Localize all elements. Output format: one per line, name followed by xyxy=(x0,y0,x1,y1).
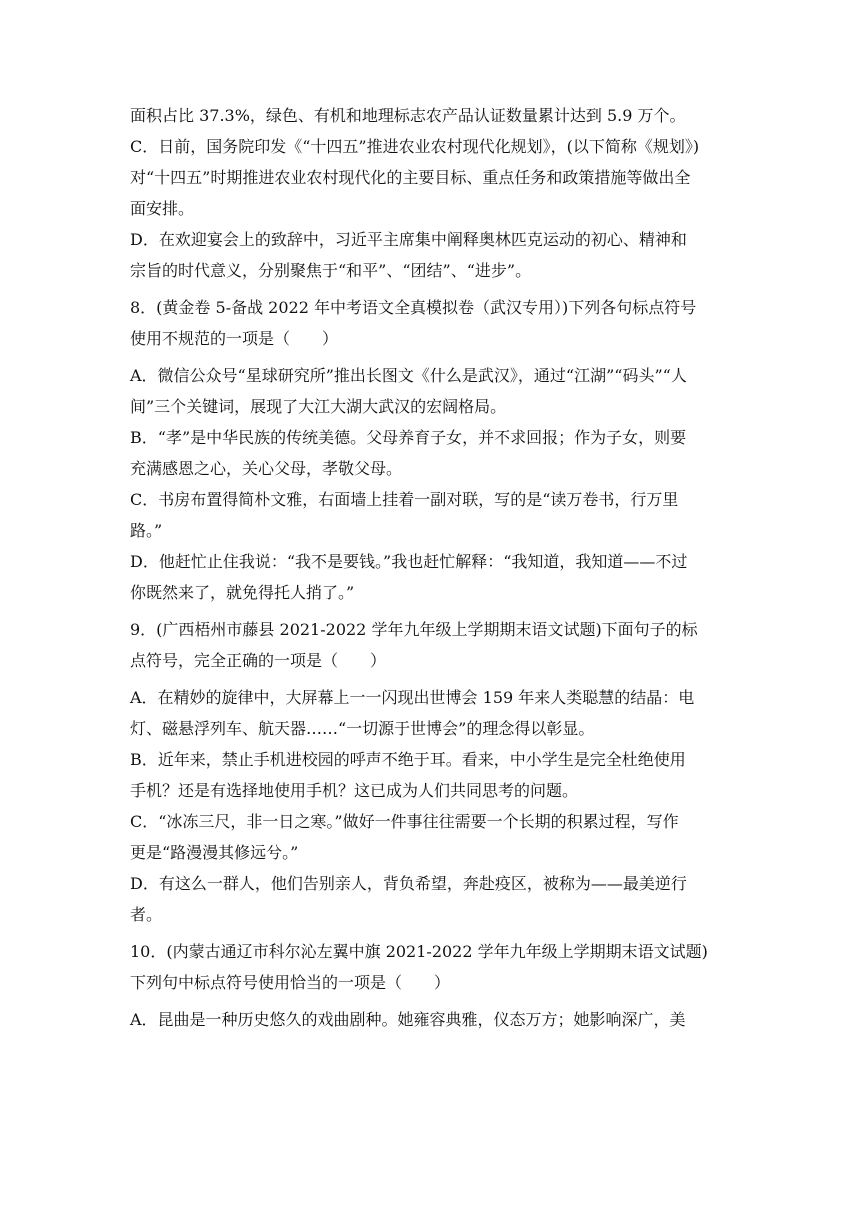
question-10-heading: 10．(内蒙古通辽市科尔沁左翼中旗 2021-2022 学年九年级上学期期末语文试题) xyxy=(130,942,708,961)
question-8-heading: 8．(黄金卷 5-备战 2022 年中考语文全真模拟卷（武汉专用）)下列各句标点符号 xyxy=(130,298,697,317)
question-8-prompt: 使用不规范的一项是（ ） xyxy=(130,329,339,348)
question-9-heading: 9．(广西梧州市藤县 2021-2022 学年九年级上学期期末语文试题)下面句子的标 xyxy=(130,620,698,639)
document-body xyxy=(130,100,736,1035)
option-c-line: C．书房布置得简朴文雅，右面墙上挂着一副对联，写的是“读万卷书，行万里 xyxy=(130,490,679,509)
text-line: 对“十四五”时期推进农业农村现代化的主要目标、重点任务和政策措施等做出全 xyxy=(130,168,691,187)
text-line: 面安排。 xyxy=(130,199,195,218)
option-a-line: A．昆曲是一种历史悠久的戏曲剧种。她雍容典雅，仪态万方；她影响深广，美 xyxy=(130,1010,686,1029)
question-9-prompt: 点符号，完全正确的一项是（ ） xyxy=(130,651,387,670)
text-line: 更是“路漫漫其修远兮。” xyxy=(130,843,299,862)
text-line: 路。” xyxy=(130,521,163,540)
text-line: 者。 xyxy=(130,905,163,924)
option-b-line: B．近年来，禁止手机进校园的呼声不绝于耳。看来，中小学生是完全杜绝使用 xyxy=(130,750,686,769)
question-10-prompt: 下列句中标点符号使用恰当的一项是（ ） xyxy=(130,973,451,992)
text-line: 你既然来了，就免得托人捎了。” xyxy=(130,583,355,602)
option-d-line: D．在欢迎宴会上的致辞中，习近平主席集中阐释奥林匹克运动的初心、精神和 xyxy=(130,230,687,249)
option-c-line: C．“冰冻三尺，非一日之寒。”做好一件事往往需要一个长期的积累过程，写作 xyxy=(130,812,679,831)
option-b-line: B．“孝”是中华民族的传统美德。父母养育子女，并不求回报；作为子女，则要 xyxy=(130,428,687,447)
text-line: 间”三个关键词，展现了大江大湖大武汉的宏阔格局。 xyxy=(130,397,507,416)
option-d-line: D．有这么一群人，他们告别亲人，背负希望，奔赴疫区，被称为——最美逆行 xyxy=(130,874,687,893)
option-d-line: D．他赶忙止住我说：“我不是要钱。”我也赶忙解释：“我知道，我知道——不过 xyxy=(130,552,688,571)
option-a-line: A．微信公众号“星球研究所”推出长图文《什么是武汉》，通过“江湖”“码头”“人 xyxy=(130,366,687,385)
text-line: 宗旨的时代意义，分别聚焦于“和平”、“团结”、“进步”。 xyxy=(130,261,532,280)
text-line: 手机？还是有选择地使用手机？这已成为人们共同思考的问题。 xyxy=(130,781,579,800)
text-line: 充满感恩之心，关心父母，孝敬父母。 xyxy=(130,459,403,478)
text-line: 灯、磁悬浮列车、航天器……“一切源于世博会”的理念得以彰显。 xyxy=(130,719,595,738)
text-line: 面积占比 37.3%，绿色、有机和地理标志农产品认证数量累计达到 5.9 万个。 xyxy=(130,106,686,125)
option-c-line: C．日前，国务院印发《“十四五”推进农业农村现代化规划》，(以下简称《规划》) xyxy=(130,137,700,156)
option-a-line: A．在精妙的旋律中，大屏幕上一一闪现出世博会 159 年来人类聪慧的结晶：电 xyxy=(130,688,695,707)
